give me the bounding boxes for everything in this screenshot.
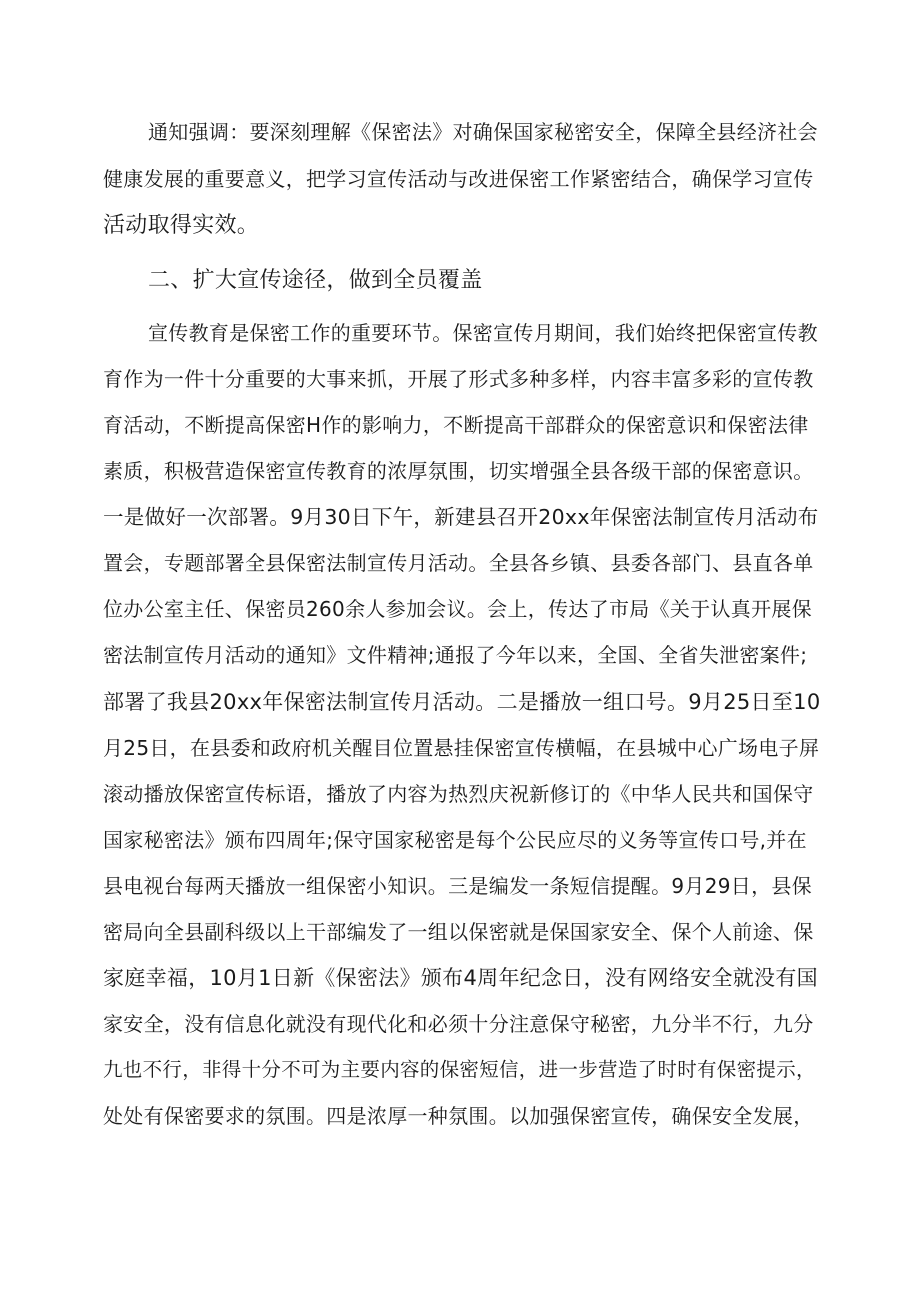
text-line: 密局向全县副科级以上干部编发了一组以保密就是保国家安全、保个人前途、保 [103,920,814,944]
text-line: 一是做好一次部署。9月30日下午，新建县召开20xx年保密法制宣传月活动布 [103,505,819,529]
text-line: 置会，专题部署全县保密法制宣传月活动。全县各乡镇、县委各部门、县直各单 [103,551,814,575]
text-line: 宣传教育是保密工作的重要环节。保密宣传月期间，我们始终把保密宣传教 [148,321,818,345]
text-line: 活动取得实效。 [103,213,260,238]
text-line: 处处有保密要求的氛围。四是浓厚一种氛围。以加强保密宣传，确保安全发展， [103,1104,814,1128]
text-line: 部署了我县20xx年保密法制宣传月活动。二是播放一组口号。9月25日至10 [103,690,821,714]
text-line: 素质，积极营造保密宣传教育的浓厚氛围，切实增强全县各级干部的保密意识。 [103,459,814,483]
section-heading: 二、扩大宣传途径，做到全员覆盖 [148,268,483,293]
text-line: 健康发展的重要意义，把学习宣传活动与改进保密工作紧密结合，确保学习宣传 [103,167,814,191]
text-line: 滚动播放保密宣传标语，播放了内容为热烈庆祝新修订的《中华人民共和国保守 [103,782,814,806]
text-line: 育作为一件十分重要的大事来抓，开展了形式多种多样，内容丰富多彩的宣传教 [103,367,814,391]
text-line: 县电视台每两天播放一组保密小知识。三是编发一条短信提醒。9月29日，县保 [103,874,812,898]
text-line: 密法制宣传月活动的通知》文件精神;通报了今年以来，全国、全省失泄密案件; [103,643,808,667]
text-line: 通知强调：要深刻理解《保密法》对确保国家秘密安全，保障全县经济社会 [148,120,818,144]
text-line: 九也不行，非得十分不可为主要内容的保密短信，进一步营造了时时有保密提示， [103,1058,816,1081]
text-line: 家安全，没有信息化就没有现代化和必须十分注意保守秘密，九分半不行，九分 [103,1012,814,1036]
text-line: 国家秘密法》颁布四周年;保守国家秘密是每个公民应尽的义务等宣传口号,并在 [103,828,807,852]
text-line: 育活动，不断提高保密H作的影响力，不断提高干部群众的保密意识和保密法律 [103,413,809,437]
text-line: 位办公室主任、保密员260余人参加会议。会上，传达了市局《关于认真开展保 [103,597,812,621]
text-line: 家庭幸福，10月1日新《保密法》颁布4周年纪念日，没有网络安全就没有国 [103,966,818,990]
text-line: 月25日，在县委和政府机关醒目位置悬挂保密宣传横幅，在县城中心广场电子屏 [103,736,820,760]
